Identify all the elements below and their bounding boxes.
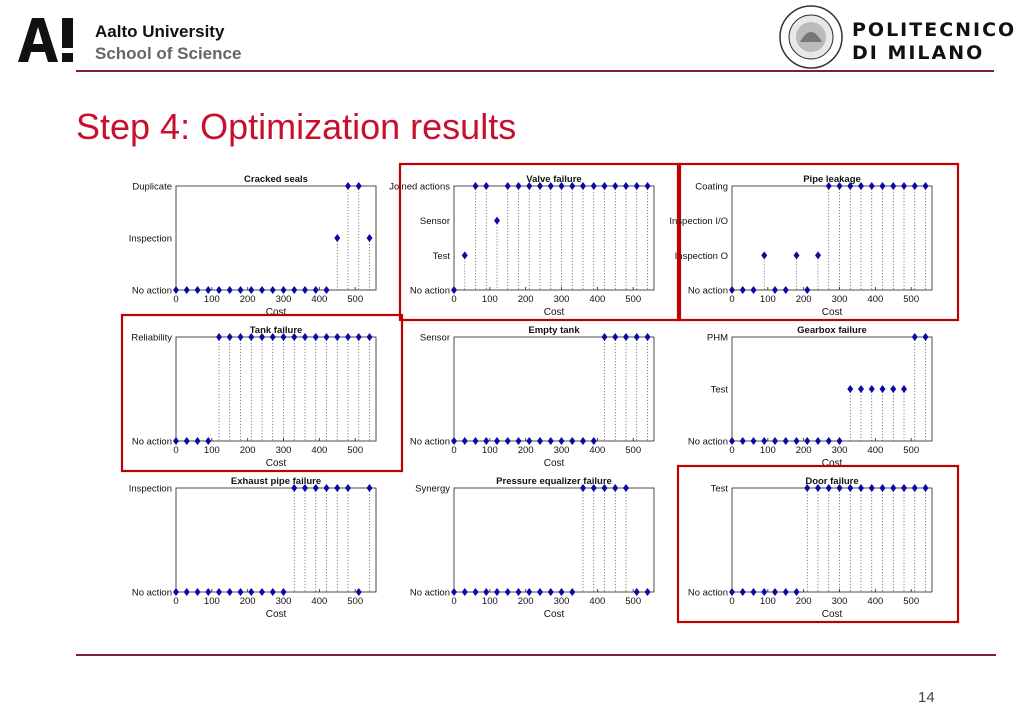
x-tick-label: 0 xyxy=(729,596,735,607)
x-tick-label: 300 xyxy=(553,294,570,305)
x-tick-label: 300 xyxy=(553,445,570,456)
x-tick-label: 100 xyxy=(481,596,498,607)
y-tick-label: Inspection xyxy=(128,483,172,495)
chart-frame xyxy=(732,186,932,290)
x-tick-label: 200 xyxy=(239,596,256,607)
y-tick-label: Sensor xyxy=(419,332,450,344)
x-tick-label: 100 xyxy=(759,445,776,456)
x-axis-label: Cost xyxy=(265,307,287,318)
x-tick-label: 100 xyxy=(759,294,776,305)
x-tick-label: 0 xyxy=(173,445,179,456)
y-tick-label: No action xyxy=(409,436,450,448)
chart-frame xyxy=(176,337,376,441)
y-tick-label: Coating xyxy=(695,181,728,193)
y-tick-label: No action xyxy=(687,587,728,599)
x-tick-label: 200 xyxy=(239,294,256,305)
x-tick-label: 200 xyxy=(517,596,534,607)
x-tick-label: 500 xyxy=(347,294,364,305)
y-tick-label: No action xyxy=(409,587,450,599)
chart-frame xyxy=(176,488,376,592)
x-tick-label: 500 xyxy=(625,445,642,456)
x-tick-label: 100 xyxy=(203,596,220,607)
x-tick-label: 100 xyxy=(481,445,498,456)
x-tick-label: 500 xyxy=(903,596,920,607)
chart-title: Cracked seals xyxy=(244,174,308,185)
politecnico-line1: POLITECNICO xyxy=(852,19,1017,41)
y-tick-label: Inspection I/O xyxy=(669,216,728,228)
x-tick-label: 0 xyxy=(451,445,457,456)
x-tick-label: 400 xyxy=(589,445,606,456)
x-axis-label: Cost xyxy=(543,609,565,620)
x-tick-label: 400 xyxy=(589,596,606,607)
x-tick-label: 400 xyxy=(867,445,884,456)
x-tick-label: 100 xyxy=(481,294,498,305)
chart-frame xyxy=(454,488,654,592)
chart-frame xyxy=(176,186,376,290)
y-tick-label: Joined actions xyxy=(389,181,450,193)
x-tick-label: 300 xyxy=(275,294,292,305)
page-number: 14 xyxy=(918,689,935,706)
chart-title: Door failure xyxy=(805,476,859,487)
y-tick-label: No action xyxy=(687,285,728,297)
x-tick-label: 500 xyxy=(903,294,920,305)
x-axis-label: Cost xyxy=(821,307,843,318)
x-axis-label: Cost xyxy=(543,307,565,318)
x-tick-label: 300 xyxy=(275,445,292,456)
chart-title: Exhaust pipe failure xyxy=(230,476,322,487)
footer-rule xyxy=(76,654,996,656)
chart-title: Pressure equalizer failure xyxy=(496,476,612,487)
x-tick-label: 100 xyxy=(203,294,220,305)
x-tick-label: 500 xyxy=(347,596,364,607)
x-tick-label: 400 xyxy=(311,294,328,305)
x-axis-label: Cost xyxy=(543,458,565,469)
chart-title: Valve failure xyxy=(526,174,582,185)
x-tick-label: 500 xyxy=(347,445,364,456)
x-axis-label: Cost xyxy=(821,458,843,469)
x-axis-label: Cost xyxy=(265,609,287,620)
chart-frame xyxy=(454,337,654,441)
y-tick-label: Test xyxy=(432,250,450,262)
y-tick-label: No action xyxy=(131,587,172,599)
chart-title: Pipe leakage xyxy=(803,174,861,185)
y-tick-label: No action xyxy=(131,285,172,297)
y-tick-label: Duplicate xyxy=(132,181,172,193)
x-tick-label: 0 xyxy=(451,596,457,607)
x-tick-label: 300 xyxy=(275,596,292,607)
x-tick-label: 500 xyxy=(903,445,920,456)
x-tick-label: 500 xyxy=(625,294,642,305)
chart-title: Empty tank xyxy=(528,325,580,336)
x-tick-label: 300 xyxy=(831,596,848,607)
y-tick-label: PHM xyxy=(706,332,728,344)
university-name: Aalto University xyxy=(95,22,225,41)
x-tick-label: 400 xyxy=(311,445,328,456)
x-tick-label: 200 xyxy=(795,445,812,456)
x-tick-label: 200 xyxy=(517,294,534,305)
school-name: School of Science xyxy=(95,44,242,63)
y-tick-label: No action xyxy=(687,436,728,448)
y-tick-label: Test xyxy=(710,384,728,396)
x-tick-label: 200 xyxy=(795,294,812,305)
x-tick-label: 300 xyxy=(831,445,848,456)
y-tick-label: Inspection O xyxy=(674,250,728,262)
x-tick-label: 200 xyxy=(795,596,812,607)
x-tick-label: 0 xyxy=(451,294,457,305)
x-tick-label: 100 xyxy=(203,445,220,456)
chart-frame xyxy=(454,186,654,290)
politecnico-line2: DI MILANO xyxy=(852,42,985,64)
x-tick-label: 300 xyxy=(553,596,570,607)
slide-title: Step 4: Optimization results xyxy=(76,106,517,147)
y-tick-label: Inspection xyxy=(128,233,172,245)
y-tick-label: Test xyxy=(710,483,728,495)
x-tick-label: 500 xyxy=(625,596,642,607)
x-tick-label: 100 xyxy=(759,596,776,607)
x-tick-label: 200 xyxy=(517,445,534,456)
x-tick-label: 0 xyxy=(729,445,735,456)
y-tick-label: Reliability xyxy=(131,332,172,344)
x-tick-label: 0 xyxy=(729,294,735,305)
y-tick-label: No action xyxy=(131,436,172,448)
x-tick-label: 400 xyxy=(867,294,884,305)
x-tick-label: 400 xyxy=(867,596,884,607)
y-tick-label: Sensor xyxy=(419,216,450,228)
x-tick-label: 0 xyxy=(173,294,179,305)
x-tick-label: 200 xyxy=(239,445,256,456)
x-tick-label: 0 xyxy=(173,596,179,607)
chart-title: Gearbox failure xyxy=(797,325,867,336)
chart-frame xyxy=(732,488,932,592)
x-axis-label: Cost xyxy=(821,609,843,620)
x-tick-label: 400 xyxy=(589,294,606,305)
y-tick-label: Synergy xyxy=(415,483,450,495)
x-tick-label: 400 xyxy=(311,596,328,607)
y-tick-label: No action xyxy=(409,285,450,297)
chart-title: Tank failure xyxy=(249,325,303,336)
x-axis-label: Cost xyxy=(265,458,287,469)
x-tick-label: 300 xyxy=(831,294,848,305)
